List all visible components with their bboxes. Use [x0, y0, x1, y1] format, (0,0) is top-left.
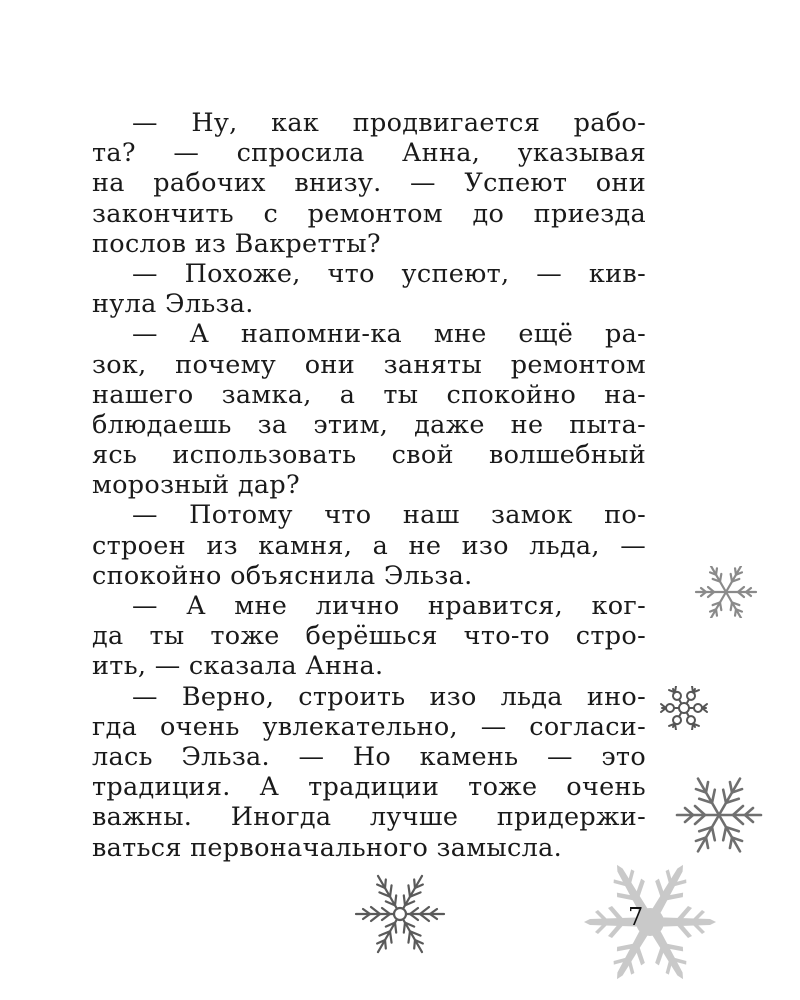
text-line: закончить с ремонтом до приезда: [92, 198, 646, 229]
snowflake-icon: [658, 686, 710, 730]
text-line: гда очень увлекательно, — согласи-: [92, 711, 646, 742]
text-line: блюдаешь за этим, даже не пыта-: [92, 409, 646, 440]
text-line: ясь использовать свой волшебный: [92, 440, 646, 471]
text-line: — Потому что наш замок по-: [132, 500, 646, 531]
text-line: — Похоже, что успеют, — кив-: [132, 258, 646, 289]
text-line: на рабочих внизу. — Успеют они: [92, 168, 646, 199]
text-line: нашего замка, а ты спокойно на-: [92, 379, 646, 410]
page-number: 7: [628, 903, 644, 931]
text-line: ваться первоначального замысла.: [92, 832, 562, 863]
text-line: традиция. А традиции тоже очень: [92, 772, 646, 803]
text-line: морозный дар?: [92, 470, 300, 501]
text-line: — Верно, строить изо льда ино-: [132, 681, 646, 712]
text-line: — Ну, как продвигается рабо-: [132, 108, 646, 138]
text-line: — А напомни-ка мне ещё ра-: [132, 319, 646, 350]
text-line: лась Эльза. — Но камень — это: [92, 741, 646, 772]
text-line: да ты тоже берёшься что-то стро-: [92, 621, 646, 652]
snowflake-icon: [352, 874, 448, 954]
snowflake-icon: [580, 862, 720, 982]
snowflake-icon: [674, 770, 764, 860]
text-line: — А мне лично нравится, ког-: [132, 591, 646, 621]
text-line: ить, — сказала Анна.: [92, 651, 384, 682]
text-line: послов из Вакретты?: [92, 228, 381, 259]
text-line: та? — спросила Анна, указывая: [92, 138, 646, 169]
snowflake-icon: [694, 566, 758, 618]
text-line: зок, почему они заняты ремонтом: [92, 349, 646, 380]
text-line: спокойно объяснила Эльза.: [92, 560, 473, 591]
body-text: [92, 108, 646, 863]
text-line: нула Эльза.: [92, 289, 254, 320]
text-line: важны. Иногда лучше придержи-: [92, 802, 646, 833]
text-line: строен из камня, а не изо льда, —: [92, 530, 646, 561]
